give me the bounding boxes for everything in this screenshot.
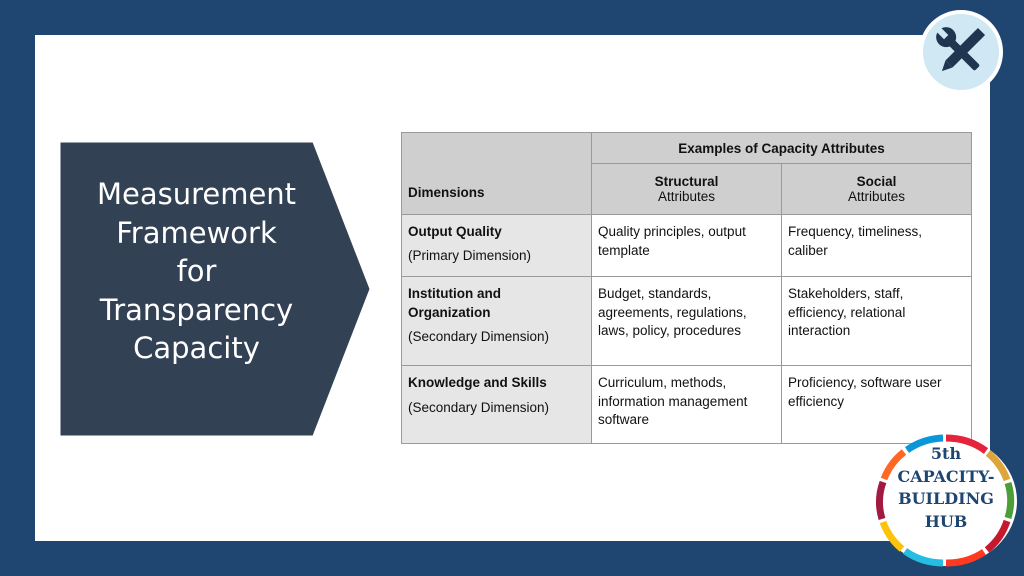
dimension-title: Knowledge and Skills: [408, 375, 547, 390]
social-text: Frequency, timeliness, caliber: [788, 224, 923, 258]
structural-cell: [592, 366, 782, 444]
wrench-pencil-icon: [918, 9, 1004, 95]
structural-header-cell: [592, 164, 782, 215]
hub-line-4: HUB: [924, 511, 968, 531]
structural-header-subtitle: Attributes: [657, 189, 716, 204]
dimension-cell: [402, 215, 592, 277]
table-row: [402, 277, 972, 366]
social-text: Stakeholders, staff, efficiency, relational interaction: [788, 286, 906, 338]
social-header-cell: [782, 164, 972, 215]
tools-badge: [918, 9, 1004, 95]
structural-cell: [592, 277, 782, 366]
hub-line-2: CAPACITY-: [897, 466, 995, 486]
social-cell: [782, 215, 972, 277]
group-header-cell: [592, 133, 972, 164]
dimension-subtitle: (Secondary Dimension): [408, 329, 550, 344]
social-text: Proficiency, software user efficiency: [788, 375, 942, 409]
dimension-subtitle: (Secondary Dimension): [408, 399, 550, 415]
dimensions-header: Dimensions: [408, 184, 485, 200]
structural-text: Quality principles, output template: [598, 224, 746, 258]
structural-cell: [592, 215, 782, 277]
title-chevron: [59, 141, 371, 437]
hub-line-3: BUILDING: [898, 489, 994, 508]
dimension-title: Output Quality: [408, 224, 502, 239]
hub-logo-text: [871, 443, 1021, 533]
dimensions-header-cell: [402, 133, 592, 215]
slide-title: Measurement Framework for Transparency Capacity: [96, 177, 297, 365]
group-header: Examples of Capacity Attributes: [678, 140, 885, 156]
capacity-building-hub-logo: [871, 432, 1021, 570]
social-header-subtitle: Attributes: [847, 189, 906, 204]
dimension-cell: [402, 277, 592, 366]
dimension-subtitle: (Primary Dimension): [408, 247, 532, 263]
table-row: [402, 215, 972, 277]
structural-text: Budget, standards, agreements, regulations, laws, policy, procedures: [598, 286, 747, 338]
social-header-title: Social: [856, 174, 897, 189]
social-cell: [782, 277, 972, 366]
dimension-cell: [402, 366, 592, 444]
hub-line-1: 5th: [930, 444, 962, 463]
dimension-title: Institution and Organization: [408, 286, 501, 320]
structural-text: Curriculum, methods, information management software: [598, 375, 748, 427]
capacity-table: [401, 132, 972, 444]
structural-header-title: Structural: [654, 174, 719, 189]
